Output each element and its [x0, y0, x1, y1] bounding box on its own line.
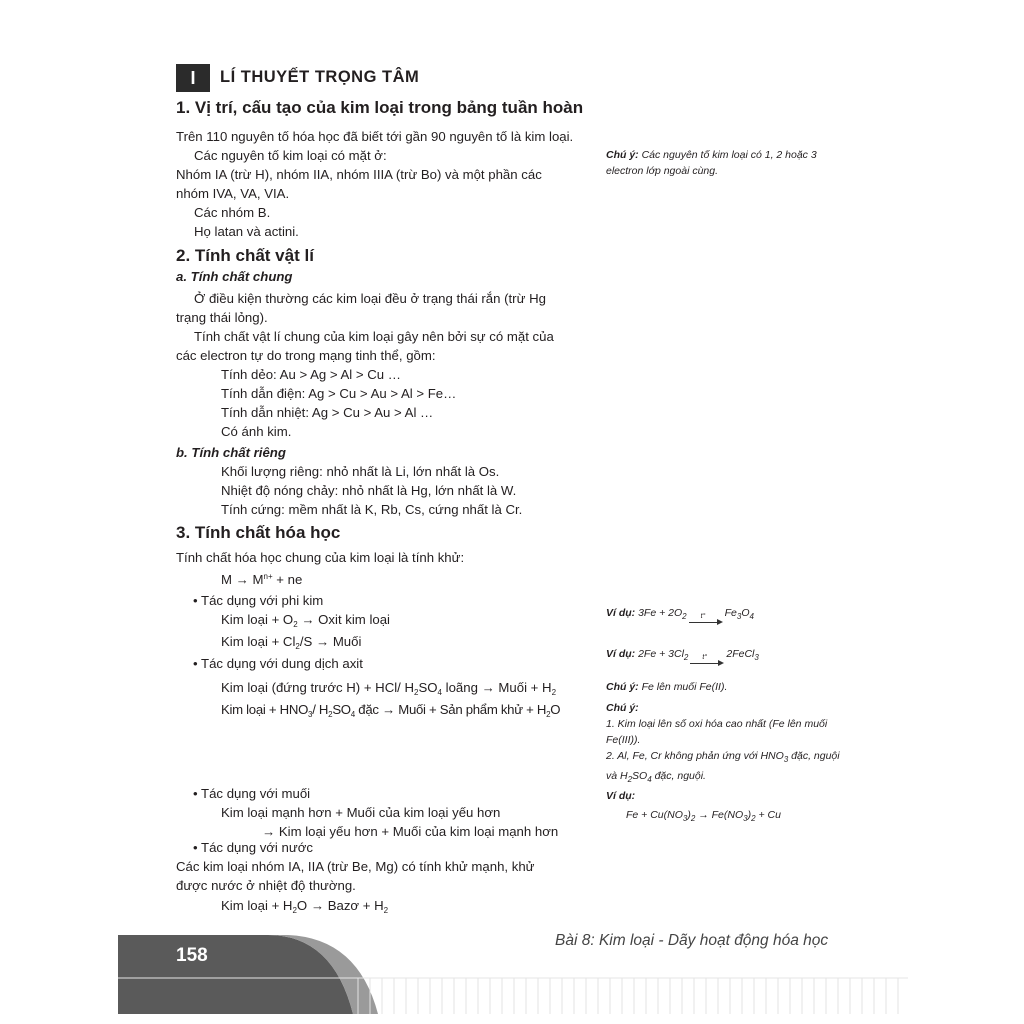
heading-1: 1. Vị trí, cấu tạo của kim loại trong bảng tuần hoàn [176, 98, 584, 117]
list-item: Tính dẫn nhiệt: Ag > Cu > Au > Al … [221, 405, 434, 420]
equation: $M \to M^{n+}$ + ne [221, 572, 303, 587]
side-example: Ví dụ: $3Fe + 2O_2$ t° $Fe_3O_4$ [606, 607, 754, 621]
paragraph: được nước ở nhiệt độ thường. [176, 878, 356, 893]
paragraph: Kim loại mạnh hơn + Muối của kim loại yếu hơn [221, 805, 501, 820]
paragraph: trạng thái lỏng). [176, 310, 268, 325]
bullet-item: • Tác dụng với phi kim [193, 593, 324, 608]
bullet-item: • Tác dụng với dung dịch axit [193, 656, 363, 671]
lesson-title: Bài 8: Kim loại - Dãy hoạt động hóa học [555, 932, 829, 949]
paragraph: Tính chất vật lí chung của kim loại gây nên bởi sự có mặt của [194, 329, 554, 344]
page-number: 158 [176, 945, 208, 966]
side-note: Chú ý: Fe lên muối Fe(II). [606, 681, 728, 693]
heading-2: 2. Tính chất vật lí [176, 246, 314, 265]
paragraph: Ở điều kiện thường các kim loại đều ở trạng thái rắn (trừ Hg [194, 291, 546, 306]
equation: Kim loại (đứng trước H) + HCl/ $H_2SO_4$ loãng → Muối + $H_2$ [221, 680, 557, 697]
equation: Kim loại + $Cl_2/S$ → Muối [221, 634, 362, 651]
list-item: Có ánh kim. [221, 424, 292, 439]
subheading-b: b. Tính chất riêng [176, 445, 286, 460]
bullet-item: • Tác dụng với muối [193, 786, 311, 801]
paragraph: Nhóm IA (trừ H), nhóm IIA, nhóm IIIA (trừ Bo) và một phần các [176, 167, 542, 182]
side-note: Chú ý: Các nguyên tố kim loại có 1, 2 hoặc 3 electron lớp ngoài cùng. [606, 149, 817, 177]
list-item: Tính cứng: mềm nhất là K, Rb, Cs, cứng nhất là Cr. [221, 502, 523, 517]
equation: Kim loại + $O_2$ → Oxit kim loại [221, 612, 390, 629]
paragraph: → Kim loại yếu hơn + Muối của kim loại mạnh hơn [262, 824, 559, 839]
side-example: Ví dụ: $2Fe + 3Cl_2$ t° 2FeCl$_3$ [606, 648, 759, 662]
section-title: LÍ THUYẾT TRỌNG TÂM [220, 68, 420, 86]
list-item: Nhiệt độ nóng chảy: nhỏ nhất là Hg, lớn nhất là W. [221, 483, 517, 498]
paragraph: Các nhóm B. [194, 205, 271, 220]
paragraph: Trên 110 nguyên tố hóa học đã biết tới gần 90 nguyên tố là kim loại. [176, 129, 574, 144]
heading-3: 3. Tính chất hóa học [176, 523, 341, 542]
side-note: Chú ý: 1. Kim loại lên số oxi hóa cao nhất (Fe lên muối Fe(III)). 2. Al, Fe, Cr không phản ứng với $HNO_3$ đặc, nguội và $H_2SO_4$ đặc, nguội. Ví dụ: [606, 702, 840, 802]
paragraph: nhóm IVA, VA, VIA. [176, 186, 290, 201]
side-example: $Fe + Cu(NO_3)_2 \to Fe(NO_3)_2 + Cu$ [626, 809, 781, 823]
paragraph: Các kim loại nhóm IA, IIA (trừ Be, Mg) có tính khử mạnh, khử [176, 859, 535, 874]
list-item: Khối lượng riêng: nhỏ nhất là Li, lớn nhất là Os. [221, 464, 500, 479]
equation: Kim loại + $H_2O$ → Bazơ + $H_2$ [221, 898, 389, 915]
paragraph: Họ latan và actini. [194, 224, 299, 239]
equation: Kim loại + $HNO_3/$ $H_2SO_4$ đặc → Muối + Sản phẩm khử + $H_2O$ [221, 702, 561, 719]
section-badge: I [176, 64, 210, 92]
list-item: Tính dẫn điện: Ag > Cu > Au > Al > Fe… [221, 386, 457, 401]
list-item: Tính dẻo: Au > Ag > Al > Cu … [221, 367, 401, 382]
paragraph: Tính chất hóa học chung của kim loại là tính khử: [176, 550, 465, 565]
subheading-a: a. Tính chất chung [176, 269, 293, 284]
paragraph: các electron tự do trong mạng tinh thể, gồm: [176, 348, 436, 363]
paragraph: Các nguyên tố kim loại có mặt ở: [194, 148, 387, 163]
bullet-item: • Tác dụng với nước [193, 840, 313, 855]
